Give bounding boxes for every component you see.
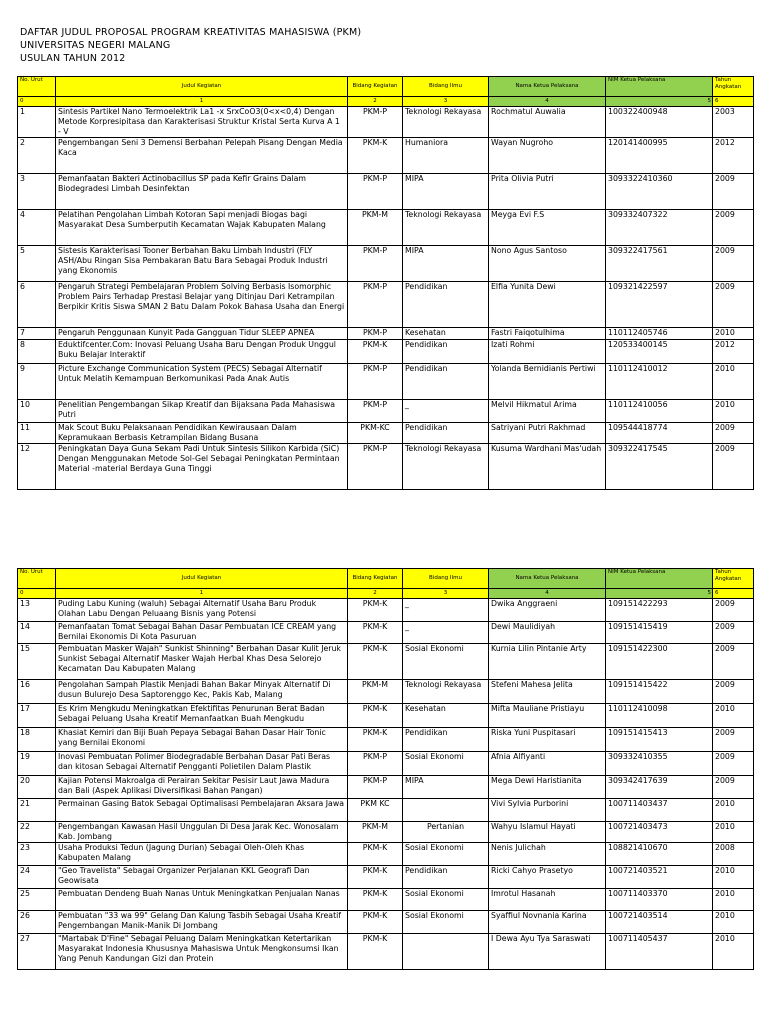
column-number: 6 [713,589,754,599]
table-row [18,364,754,400]
table-row [18,728,754,752]
judul-kegiatan: Pengaruh Strategi Pembelajaran Problem Solving Berbasis Isomorphic Problem Pairs Terhadap Prestasi Belajar yang Ditinjau Dari Ketrampilan Berpikir Kritis Siswa SMAN 2 Batu Dalam Pokok Bahasa Usaha dan Energi [56,282,348,328]
header-tahun: Tahun Angkatan [713,77,754,97]
bidang-ilmu: Sosial Ekonomi [403,644,489,680]
bidang-ilmu: Pendidikan [403,866,489,889]
nama-ketua: Nono Agus Santoso [489,246,606,282]
table-row [18,599,754,622]
nama-ketua: Imrotul Hasanah [489,889,606,911]
bidang-kegiatan: PKM-K [348,911,403,934]
nama-ketua: Wayan Nugroho [489,138,606,174]
tahun-angkatan: 2009 [713,752,754,776]
judul-kegiatan: Eduktifcenter.Com: Inovasi Peluang Usaha Baru Dengan Produk Unggul Buku Belajar Interaktif [56,340,348,364]
judul-kegiatan: Penelitian Pengembangan Sikap Kreatif dan Bijaksana Pada Mahasiswa Putri [56,400,348,423]
row-number: 2 [18,138,56,174]
table-row [18,174,754,210]
table-row [18,866,754,889]
row-number: 16 [18,680,56,704]
judul-kegiatan: Sistesis Karakterisasi Tooner Berbahan Baku Limbah Industri (FLY ASH/Abu Ringan Sisa Pembakaran Batu Bara Sebagai Produk Industri yang Ekonomis [56,246,348,282]
table-row [18,704,754,728]
table-row [18,776,754,799]
header-bidang-ilmu: Bidang Ilmu [403,77,489,97]
tahun-angkatan: 2009 [713,210,754,246]
bidang-ilmu: Pendidikan [403,728,489,752]
row-number: 5 [18,246,56,282]
table-row [18,822,754,843]
nim-ketua: 309332407322 [606,210,713,246]
nama-ketua: I Dewa Ayu Tya Saraswati [489,934,606,970]
row-number: 22 [18,822,56,843]
table-row [18,328,754,340]
bidang-ilmu: _ [403,599,489,622]
table-header-row [18,569,754,589]
nama-ketua: Dwika Anggraeni [489,599,606,622]
nim-ketua: 309322417545 [606,444,713,490]
column-number: 4 [489,97,606,107]
nim-ketua: 110112410012 [606,364,713,400]
nim-ketua: 109151415419 [606,622,713,644]
header-bidang-kegiatan: Bidang Kegiatan [348,77,403,97]
row-number: 6 [18,282,56,328]
nim-ketua: 108821410670 [606,843,713,866]
table-row [18,444,754,490]
judul-kegiatan: Pembuatan Masker Wajah" Sunkist Shinning" Berbahan Dasar Kulit Jeruk Sunkist Sebagai Alternatif Masker Wajah Herbal Khas Desa Selorejo Kecamatan Dau Kabupaten Malang [56,644,348,680]
tahun-angkatan: 2009 [713,246,754,282]
row-number: 17 [18,704,56,728]
row-number: 1 [18,107,56,138]
nim-ketua: 100721403521 [606,866,713,889]
table-row [18,622,754,644]
nama-ketua: Kusuma Wardhani Mas'udah [489,444,606,490]
header-no: No. Urut [18,77,56,97]
table-row [18,138,754,174]
judul-kegiatan: Pengaruh Penggunaan Kunyit Pada Gangguan Tidur SLEEP APNEA [56,328,348,340]
bidang-ilmu: Teknologi Rekayasa [403,107,489,138]
nim-ketua: 309332410355 [606,752,713,776]
nim-ketua: 100711405437 [606,934,713,970]
tahun-angkatan: 2010 [713,400,754,423]
bidang-ilmu: Pertanian [403,822,489,843]
column-number: 6 [713,97,754,107]
row-number: 11 [18,423,56,444]
tahun-angkatan: 2012 [713,138,754,174]
table-row [18,210,754,246]
tahun-angkatan: 2009 [713,644,754,680]
table-row [18,680,754,704]
tahun-angkatan: 2010 [713,799,754,822]
nama-ketua: Mifta Mauliane Pristiayu [489,704,606,728]
judul-kegiatan: Pengembangan Kawasan Hasil Unggulan Di Desa Jarak Kec. Wonosalam Kab. Jombang [56,822,348,843]
row-number: 19 [18,752,56,776]
bidang-ilmu: Kesehatan [403,328,489,340]
bidang-ilmu: Sosial Ekonomi [403,911,489,934]
nim-ketua: 109151422293 [606,599,713,622]
nama-ketua: Prita Olivia Putri [489,174,606,210]
bidang-ilmu: Pendidikan [403,340,489,364]
nama-ketua: Melvil Hikmatul Arima [489,400,606,423]
bidang-ilmu: Sosial Ekonomi [403,889,489,911]
bidang-kegiatan: PKM-P [348,400,403,423]
judul-kegiatan: Pemanfaatan Tomat Sebagai Bahan Dasar Pembuatan ICE CREAM yang Bernilai Ekonomis Di Kota Pasuruan [56,622,348,644]
table-row [18,107,754,138]
nama-ketua: Wahyu Islamul Hayati [489,822,606,843]
header-tahun: Tahun Angkatan [713,569,754,589]
judul-kegiatan: "Martabak D'Fine" Sebagai Peluang Dalam Meningkatkan Ketertarikan Masyarakat Indonesia Khususnya Mahasiswa Untuk Mengkonsumsi Ikan Yang Penuh Kandungan Gizi dan Protein [56,934,348,970]
judul-kegiatan: "Geo Travelista" Sebagai Organizer Perjalanan KKL Geografi Dan Geowisata [56,866,348,889]
tahun-angkatan: 2010 [713,704,754,728]
nim-ketua: 100711403437 [606,799,713,822]
row-number: 18 [18,728,56,752]
nama-ketua: Nenis Julichah [489,843,606,866]
table-header-row [18,77,754,97]
table-row [18,934,754,970]
bidang-kegiatan: PKM-P [348,174,403,210]
bidang-kegiatan: PKM-K [348,599,403,622]
bidang-kegiatan: PKM-KC [348,423,403,444]
tahun-angkatan: 2010 [713,889,754,911]
bidang-kegiatan: PKM-P [348,364,403,400]
column-number: 3 [403,589,489,599]
judul-kegiatan: Picture Exchange Communication System (PECS) Sebagai Alternatif Untuk Melatih Kemampuan Berkomunikasi Pada Anak Autis [56,364,348,400]
tahun-angkatan: 2010 [713,934,754,970]
bidang-kegiatan: PKM-K [348,866,403,889]
bidang-kegiatan: PKM-P [348,246,403,282]
bidang-ilmu: Humaniora [403,138,489,174]
judul-kegiatan: Kajian Potensi Makroalga di Perairan Sekitar Pesisir Laut Jawa Madura dan Bali (Aspek Aplikasi Diversifikasi Bahan Pangan) [56,776,348,799]
proposal-table-1 [17,76,754,490]
row-number: 8 [18,340,56,364]
nim-ketua: 110112405746 [606,328,713,340]
table-row [18,889,754,911]
bidang-kegiatan: PKM-K [348,704,403,728]
tahun-angkatan: 2012 [713,340,754,364]
row-number: 7 [18,328,56,340]
column-number-row [18,97,754,107]
nim-ketua: 309322417561 [606,246,713,282]
tahun-angkatan: 2010 [713,364,754,400]
row-number: 3 [18,174,56,210]
tahun-angkatan: 2009 [713,776,754,799]
bidang-ilmu: Teknologi Rekayasa [403,444,489,490]
bidang-kegiatan: PKM-K [348,728,403,752]
tahun-angkatan: 2009 [713,282,754,328]
table-row [18,752,754,776]
table-row [18,282,754,328]
bidang-ilmu: Pendidikan [403,364,489,400]
nim-ketua: 109321422597 [606,282,713,328]
row-number: 12 [18,444,56,490]
bidang-ilmu: Pendidikan [403,282,489,328]
nim-ketua: 120533400145 [606,340,713,364]
university-name: UNIVERSITAS NEGERI MALANG [20,40,171,51]
table-row [18,400,754,423]
row-number: 24 [18,866,56,889]
judul-kegiatan: Usaha Produksi Tedun (Jagung Durian) Sebagai Oleh-Oleh Khas Kabupaten Malang [56,843,348,866]
header-bidang-ilmu: Bidang Ilmu [403,569,489,589]
proposal-table-2 [17,568,754,970]
nama-ketua: Yolanda Bernidianis Pertiwi [489,364,606,400]
judul-kegiatan: Inovasi Pembuatan Polimer Biodegradable Berbahan Dasar Pati Beras dan kitosan Sebagai Alternatif Pengganti Polietilen Dalam Plastik [56,752,348,776]
nim-ketua: 309342417639 [606,776,713,799]
nim-ketua: 109544418774 [606,423,713,444]
judul-kegiatan: Khasiat Kemiri dan Biji Buah Pepaya Sebagai Bahan Dasar Hair Tonic yang Bernilai Ekonomi [56,728,348,752]
column-number-row [18,589,754,599]
nim-ketua: 109151415413 [606,728,713,752]
row-number: 14 [18,622,56,644]
header-bidang-kegiatan: Bidang Kegiatan [348,569,403,589]
tahun-angkatan: 2009 [713,444,754,490]
judul-kegiatan: Mak Scout Buku Pelaksanaan Pendidikan Kewirausaan Dalam Kepramukaan Berbasis Ketrampilan Bidang Busana [56,423,348,444]
table-row [18,911,754,934]
header-no: No. Urut [18,569,56,589]
bidang-kegiatan: PKM-K [348,934,403,970]
table-row [18,423,754,444]
nama-ketua: Stefeni Mahesa Jelita [489,680,606,704]
table-row [18,246,754,282]
bidang-kegiatan: PKM-K [348,644,403,680]
bidang-ilmu: Teknologi Rekayasa [403,680,489,704]
bidang-ilmu: Sosial Ekonomi [403,843,489,866]
table-row [18,799,754,822]
judul-kegiatan: Pembuatan Dendeng Buah Nanas Untuk Meningkatkan Penjualan Nanas [56,889,348,911]
tahun-angkatan: 2010 [713,328,754,340]
header-nama: Nama Ketua Pelaksana [489,569,606,589]
row-number: 4 [18,210,56,246]
document-header [20,26,361,65]
tahun-angkatan: 2010 [713,866,754,889]
bidang-ilmu: _ [403,400,489,423]
tahun-angkatan: 2009 [713,622,754,644]
bidang-kegiatan: PKM-M [348,210,403,246]
header-nama: Nama Ketua Pelaksana [489,77,606,97]
row-number: 15 [18,644,56,680]
table-row [18,644,754,680]
column-number: 4 [489,589,606,599]
nama-ketua: Dewi Maulidiyah [489,622,606,644]
bidang-kegiatan: PKM-P [348,752,403,776]
column-number: 3 [403,97,489,107]
bidang-kegiatan: PKM-P [348,282,403,328]
tahun-angkatan: 2009 [713,728,754,752]
nama-ketua: Afnia Alfiyanti [489,752,606,776]
nama-ketua: Rochmatul Auwalia [489,107,606,138]
nim-ketua: 100721403514 [606,911,713,934]
bidang-kegiatan: PKM-K [348,843,403,866]
row-number: 13 [18,599,56,622]
bidang-kegiatan: PKM KC [348,799,403,822]
tahun-angkatan: 2009 [713,680,754,704]
bidang-kegiatan: PKM-K [348,138,403,174]
judul-kegiatan: Pemanfaatan Bakteri Actinobacillus SP pada Kefir Grains Dalam Biodegradesi Limbah Desinfektan [56,174,348,210]
judul-kegiatan: Sintesis Partikel Nano Termoelektrik La1 -x SrxCoO3(0<x<0,4) Dengan Metode Korpresipitasa dan Karakterisasi Struktur Kristal Serta Kurva A 1 - V [56,107,348,138]
row-number: 26 [18,911,56,934]
judul-kegiatan: Peningkatan Daya Guna Sekam Padi Untuk Sintesis Silikon Karbida (SiC) Dengan Menggunakan Metode Sol-Gel Sebagai Peningkatan Permintaan Material -material Berdaya Guna Tinggi [56,444,348,490]
nama-ketua: Elfia Yunita Dewi [489,282,606,328]
nama-ketua: Syaffiul Novnania Karina [489,911,606,934]
tahun-angkatan: 2010 [713,822,754,843]
column-number: 5 [606,97,713,107]
nim-ketua: 109151422300 [606,644,713,680]
column-number: 2 [348,97,403,107]
row-number: 27 [18,934,56,970]
column-number: 0 [18,589,56,599]
bidang-kegiatan: PKM-P [348,776,403,799]
bidang-ilmu: Kesehatan [403,704,489,728]
judul-kegiatan: Pengolahan Sampah Plastik Menjadi Bahan Bakar Minyak Alternatif Di dusun Bulurejo Desa Saptorenggo Kec, Pakis Kab, Malang [56,680,348,704]
row-number: 20 [18,776,56,799]
nama-ketua: Meyga Evi F.S [489,210,606,246]
bidang-kegiatan: PKM-K [348,340,403,364]
bidang-kegiatan: PKM-P [348,107,403,138]
tahun-angkatan: 2009 [713,423,754,444]
bidang-kegiatan: PKM-M [348,680,403,704]
column-number: 5 [606,589,713,599]
nim-ketua: 110112410056 [606,400,713,423]
judul-kegiatan: Es Krim Mengkudu Meningkatkan Efektifitas Penurunan Berat Badan Sebagai Peluang Usaha Kreatif Memanfaatkan Buah Mengkudu [56,704,348,728]
row-number: 23 [18,843,56,866]
nama-ketua: Satriyani Putri Rakhmad [489,423,606,444]
bidang-ilmu: Pendidikan [403,423,489,444]
bidang-kegiatan: PKM-K [348,622,403,644]
tahun-angkatan: 2008 [713,843,754,866]
nama-ketua: Kurnia Lilin Pintanie Arty [489,644,606,680]
nim-ketua: 109151415422 [606,680,713,704]
bidang-ilmu: MIPA [403,776,489,799]
header-judul: Judul Kegiatan [56,77,348,97]
nim-ketua: 110112410098 [606,704,713,728]
bidang-ilmu: Teknologi Rekayasa [403,210,489,246]
header-nim: NIM Ketua Pelaksana [606,569,713,589]
bidang-kegiatan: PKM-P [348,328,403,340]
judul-kegiatan: Pembuatan "33 wa 99" Gelang Dan Kalung Tasbih Sebagai Usaha Kreatif Pengembangan Manik-Manik Di Jombang [56,911,348,934]
document-title: DAFTAR JUDUL PROPOSAL PROGRAM KREATIVITAS MAHASISWA (PKM) [20,27,362,38]
judul-kegiatan: Permainan Gasing Batok Sebagai Optimalisasi Pembelajaran Aksara Jawa [56,799,348,822]
nama-ketua: Ricki Cahyo Prasetyo [489,866,606,889]
nama-ketua: Mega Dewi Haristianita [489,776,606,799]
table-row [18,340,754,364]
bidang-ilmu: MIPA [403,174,489,210]
bidang-kegiatan: PKM-M [348,822,403,843]
column-number: 2 [348,589,403,599]
table-row [18,843,754,866]
row-number: 9 [18,364,56,400]
row-number: 25 [18,889,56,911]
bidang-ilmu: Sosial Ekonomi [403,752,489,776]
nim-ketua: 100721403473 [606,822,713,843]
bidang-ilmu [403,799,489,822]
nama-ketua: Riska Yuni Puspitasari [489,728,606,752]
column-number: 1 [56,97,348,107]
tahun-angkatan: 2009 [713,174,754,210]
row-number: 10 [18,400,56,423]
bidang-kegiatan: PKM-K [348,889,403,911]
nim-ketua: 100322400948 [606,107,713,138]
nim-ketua: 120141400995 [606,138,713,174]
column-number: 1 [56,589,348,599]
bidang-ilmu [403,934,489,970]
judul-kegiatan: Pelatihan Pengolahan Limbah Kotoran Sapi menjadi Biogas bagi Masyarakat Desa Sumberputih Kecamatan Wajak Kabupaten Malang [56,210,348,246]
judul-kegiatan: Pengembangan Seni 3 Demensi Berbahan Pelepah Pisang Dengan Media Kaca [56,138,348,174]
row-number: 21 [18,799,56,822]
judul-kegiatan: Puding Labu Kuning (waluh) Sebagai Alternatif Usaha Baru Produk Olahan Labu Dengan Peluaang Bisnis yang Potensi [56,599,348,622]
header-judul: Judul Kegiatan [56,569,348,589]
bidang-ilmu: MIPA [403,246,489,282]
nim-ketua: 3093322410360 [606,174,713,210]
bidang-kegiatan: PKM-P [348,444,403,490]
tahun-angkatan: 2010 [713,911,754,934]
tahun-angkatan: 2003 [713,107,754,138]
nama-ketua: Izati Rohmi [489,340,606,364]
header-nim: NIM Ketua Pelaksana [606,77,713,97]
nama-ketua: Vivi Sylvia Purborini [489,799,606,822]
proposal-year: USULAN TAHUN 2012 [20,53,126,64]
nama-ketua: Fastri Faiqotulhima [489,328,606,340]
column-number: 0 [18,97,56,107]
nim-ketua: 100711403370 [606,889,713,911]
bidang-ilmu: _ [403,622,489,644]
tahun-angkatan: 2009 [713,599,754,622]
